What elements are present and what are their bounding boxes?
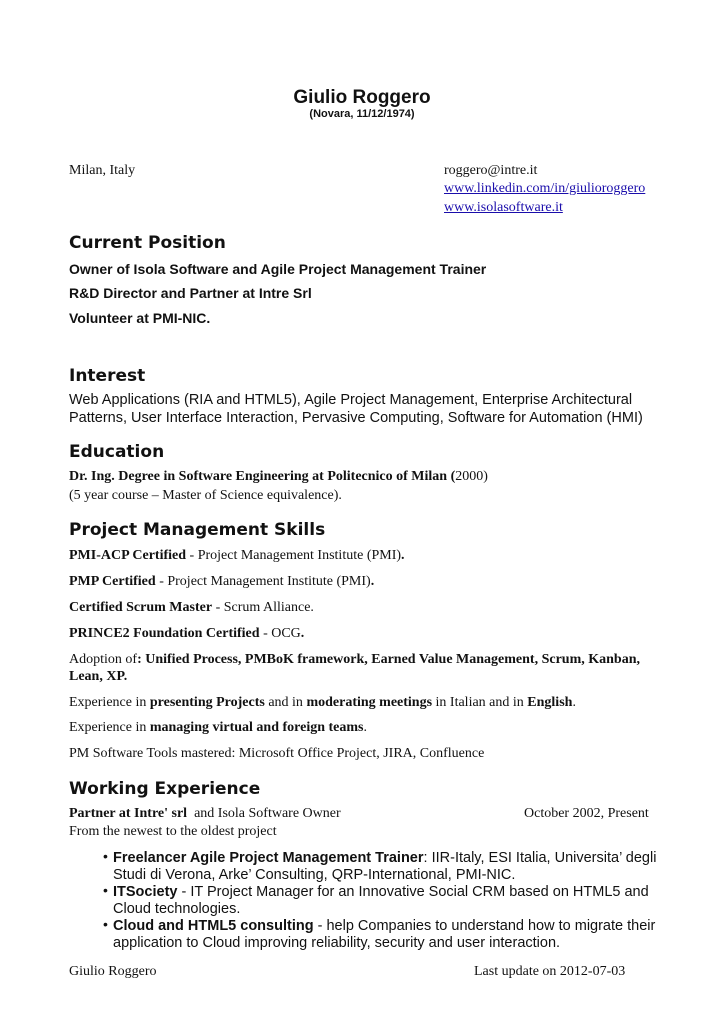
- degree-year: 2000): [455, 469, 488, 484]
- list-item: [103, 918, 683, 952]
- section-current-position: Current Position: [69, 233, 226, 253]
- order-note: From the newest to the oldest project: [69, 824, 277, 839]
- text-bold: managing virtual and foreign teams: [149, 720, 364, 735]
- adoption-methods: : Unified Process, PMBoK framework, Earned Value Management, Scrum, Kanban,: [137, 652, 641, 667]
- job-extra: and Isola Software Owner: [187, 806, 341, 821]
- education-degree: [69, 469, 488, 485]
- position-item: R&D Director and Partner at Intre Srl: [69, 285, 312, 301]
- job-role: [69, 806, 341, 822]
- footer-last-update: Last update on 2012-07-03: [474, 964, 626, 979]
- adoption-methods-cont: Lean, XP.: [69, 669, 128, 684]
- section-interest: Interest: [69, 366, 146, 386]
- text: and in: [264, 695, 307, 710]
- birth-info: (Novara, 11/12/1974): [309, 108, 415, 120]
- degree-title: Dr. Ing. Degree in Software Engineering at Politecnico of Milan (: [69, 469, 456, 484]
- bullet-icon: •: [103, 882, 108, 898]
- cert-issuer: - Project Management Institute (PMI): [155, 574, 371, 589]
- interest-text: Web Applications (RIA and HTML5), Agile Project Management, Enterprise Architectural: [69, 392, 633, 408]
- project-desc: - IT Project Manager for an Innovative Social CRM based on HTML5 and Cloud technologies.: [113, 884, 649, 917]
- location: Milan, Italy: [69, 163, 136, 178]
- project-name: Freelancer Agile Project Management Trainer: [113, 850, 424, 866]
- experience-line: [69, 695, 576, 711]
- section-working-experience: Working Experience: [69, 779, 261, 799]
- cert-name: PMP Certified: [69, 574, 156, 589]
- footer-name: Giulio Roggero: [69, 964, 157, 979]
- project-desc: : IIR-Italy, ESI Italia, Universita’ degli Studi di Verona, Arke’ Consulting, QRP-International, PMI-NIC.: [113, 850, 657, 883]
- project-name: Cloud and HTML5 consulting: [113, 918, 314, 934]
- job-period: October 2002, Present: [524, 806, 649, 821]
- job-title: Partner at Intre' srl: [69, 806, 188, 821]
- cert-name: PRINCE2 Foundation Certified: [69, 626, 260, 641]
- text-bold: English: [527, 695, 573, 710]
- interest-text: Patterns, User Interface Interaction, Pervasive Computing, Software for Automation (HMI): [69, 410, 643, 426]
- email: roggero@intre.it: [444, 163, 538, 178]
- cert-name: PMI-ACP Certified: [69, 548, 187, 563]
- position-item: Volunteer at PMI-NIC.: [69, 310, 211, 326]
- certification: [69, 600, 314, 616]
- text-bold: presenting Projects: [149, 695, 265, 710]
- section-pm-skills: Project Management Skills: [69, 520, 326, 540]
- text: .: [363, 720, 367, 735]
- tools-line: PM Software Tools mastered: Microsoft Office Project, JIRA, Confluence: [69, 746, 485, 761]
- certification: PMI-ACP Certified - Project Management Institute (PMI).: [69, 548, 405, 563]
- list-item: [103, 884, 683, 918]
- bullet-icon: •: [103, 848, 108, 864]
- adoption-line: [69, 652, 640, 668]
- certification: PRINCE2 Foundation Certified - OCG.: [69, 626, 305, 641]
- education-note: (5 year course – Master of Science equivalence).: [69, 488, 342, 503]
- adoption-label: Adoption of: [69, 652, 138, 667]
- cert-name: Certified Scrum Master: [69, 600, 213, 615]
- certification: PMP Certified - Project Management Institute (PMI).: [69, 574, 375, 589]
- page-title: Giulio Roggero: [293, 87, 431, 108]
- project-desc: - help Companies to understand how to migrate their application to Cloud improving reliability, security and user interaction.: [113, 918, 656, 951]
- text: Experience in: [69, 720, 150, 735]
- text: in Italian and in: [432, 695, 528, 710]
- linkedin-link[interactable]: www.linkedin.com/in/giulioroggero: [444, 181, 646, 196]
- website-link[interactable]: www.isolasoftware.it: [444, 200, 563, 215]
- cert-issuer: - Scrum Alliance.: [212, 600, 314, 615]
- section-education: Education: [69, 442, 165, 462]
- bullet-icon: •: [103, 916, 108, 932]
- cert-issuer: - Project Management Institute (PMI): [186, 548, 402, 563]
- list-item: [103, 850, 683, 884]
- project-name: ITSociety: [113, 884, 178, 900]
- text: .: [572, 695, 576, 710]
- cert-issuer: - OCG: [259, 626, 301, 641]
- text: Experience in: [69, 695, 150, 710]
- adoption-line-2: [69, 669, 127, 685]
- text-bold: moderating meetings: [306, 695, 433, 710]
- position-item: Owner of Isola Software and Agile Project Management Trainer: [69, 261, 487, 277]
- experience-line: [69, 720, 367, 736]
